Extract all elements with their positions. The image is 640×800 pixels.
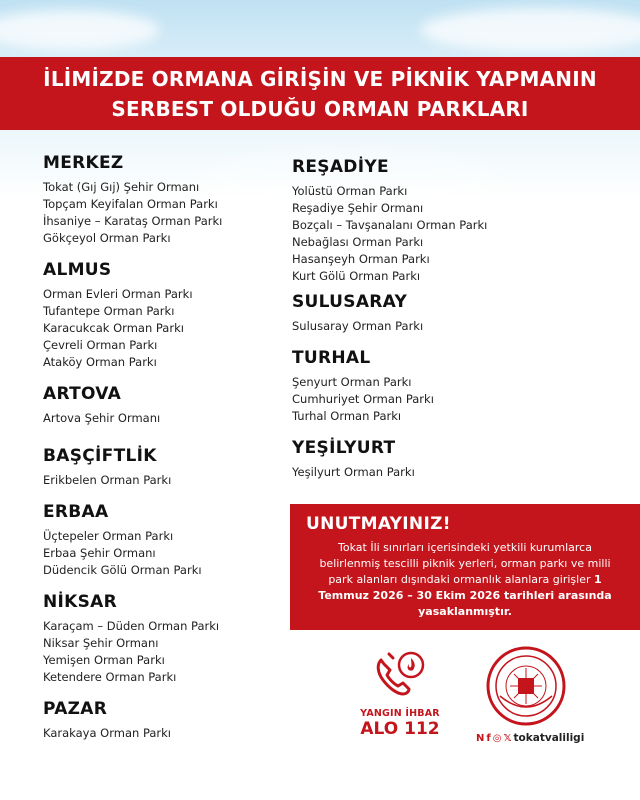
fire-label: YANGIN İHBAR bbox=[360, 708, 440, 719]
park-item: Artova Şehir Ormanı bbox=[43, 411, 161, 425]
park-item: Turhal Orman Parkı bbox=[292, 409, 402, 423]
park-item: Reşadiye Şehir Ormanı bbox=[292, 201, 424, 215]
district-title: PAZAR bbox=[43, 699, 108, 719]
district-title: SULUSARAY bbox=[292, 292, 408, 312]
left-district-column bbox=[43, 152, 283, 742]
district-turhal bbox=[292, 347, 622, 425]
park-item: Gökçeyol Orman Parkı bbox=[43, 231, 171, 245]
title-banner bbox=[0, 57, 640, 130]
park-item: Yolüstü Orman Parkı bbox=[292, 184, 408, 198]
district-erbaa bbox=[43, 501, 283, 579]
district-artova bbox=[43, 383, 283, 427]
park-item: Şenyurt Orman Parkı bbox=[292, 375, 412, 389]
x-icon: 𝕏 bbox=[503, 732, 512, 744]
district-title: ARTOVA bbox=[43, 384, 122, 404]
park-list bbox=[43, 286, 283, 371]
fire-phone-number: ALO 112 bbox=[360, 719, 440, 739]
park-item: Cumhuriyet Orman Parkı bbox=[292, 392, 434, 406]
park-item: Bozçalı – Tavşanalanı Orman Parkı bbox=[292, 218, 488, 232]
park-list bbox=[43, 725, 283, 742]
notice-title: UNUTMAYINIZ! bbox=[306, 514, 451, 534]
instagram-icon: ◎ bbox=[492, 732, 502, 744]
park-item: Çevreli Orman Parkı bbox=[43, 338, 158, 352]
district-title: REŞADİYE bbox=[292, 157, 389, 177]
park-item: Karakaya Orman Parkı bbox=[43, 726, 171, 740]
park-item: Erikbelen Orman Parkı bbox=[43, 473, 172, 487]
district-sulusaray bbox=[292, 291, 622, 335]
district-pazar bbox=[43, 698, 283, 742]
facebook-icon: f bbox=[486, 732, 491, 744]
district-title: MERKEZ bbox=[43, 153, 124, 173]
park-item: Düdencik Gölü Orman Parkı bbox=[43, 563, 202, 577]
park-list bbox=[292, 374, 622, 425]
park-list bbox=[292, 464, 622, 481]
title-line-1: İLİMİZDE ORMANA GİRİŞİN VE PİKNİK YAPMANIN bbox=[43, 66, 597, 91]
park-item: Üçtepeler Orman Parkı bbox=[43, 529, 174, 543]
district-bascitlik bbox=[43, 445, 283, 489]
notice-text bbox=[306, 540, 624, 620]
fire-hotline bbox=[360, 650, 440, 739]
cloud-decoration bbox=[0, 10, 160, 50]
park-item: Kurt Gölü Orman Parkı bbox=[292, 269, 421, 283]
district-title: YEŞİLYURT bbox=[292, 438, 396, 458]
district-merkez bbox=[43, 152, 283, 247]
park-item: Hasanşeyh Orman Parkı bbox=[292, 252, 430, 266]
park-item: İhsaniye – Karataş Orman Parkı bbox=[43, 214, 223, 228]
district-title: BAŞÇİFTLİK bbox=[43, 446, 157, 466]
park-item: Ataköy Orman Parkı bbox=[43, 355, 157, 369]
park-item: Yemişen Orman Parkı bbox=[43, 653, 165, 667]
park-item: Karacukcak Orman Parkı bbox=[43, 321, 184, 335]
district-title: TURHAL bbox=[292, 348, 371, 368]
district-niksar bbox=[43, 591, 283, 686]
park-list bbox=[43, 528, 283, 579]
park-item: Ketendere Orman Parkı bbox=[43, 670, 177, 684]
park-list bbox=[292, 183, 622, 285]
park-list bbox=[43, 410, 283, 427]
district-resadiye bbox=[292, 156, 622, 285]
cloud-decoration bbox=[420, 8, 640, 52]
park-list bbox=[43, 179, 283, 247]
right-district-column bbox=[292, 156, 622, 481]
park-item: Nebağlası Orman Parkı bbox=[292, 235, 424, 249]
notice-body: Tokat İli sınırları içerisindeki yetkili kurumlarca belirlenmiş tescilli piknik yerleri, orman parkı ve milli park alanları dışındaki ormanlık alanlara girişler bbox=[319, 541, 611, 586]
park-list bbox=[43, 618, 283, 686]
park-item: Orman Evleri Orman Parkı bbox=[43, 287, 193, 301]
park-item: Sulusaray Orman Parkı bbox=[292, 319, 424, 333]
park-list bbox=[292, 318, 622, 335]
district-yesilyurt bbox=[292, 437, 622, 481]
district-almus bbox=[43, 259, 283, 371]
governorship-seal-logo bbox=[486, 646, 566, 726]
nsosyal-icon: N bbox=[476, 732, 485, 744]
district-title: ERBAA bbox=[43, 502, 109, 522]
title-line-2: SERBEST OLDUĞU ORMAN PARKLARI bbox=[111, 96, 529, 121]
social-handle-text: tokatvaliligi bbox=[513, 732, 585, 744]
park-item: Tokat (Gıj Gıj) Şehir Ormanı bbox=[43, 180, 200, 194]
park-item: Tufantepe Orman Parkı bbox=[43, 304, 175, 318]
social-handle bbox=[476, 732, 606, 744]
park-list bbox=[43, 472, 283, 489]
park-item: Erbaa Şehir Ormanı bbox=[43, 546, 156, 560]
notice-dates: 1 Temmuz 2026 – 30 Ekim 2026 tarihleri arasında yasaklanmıştır. bbox=[318, 573, 612, 618]
district-title: NİKSAR bbox=[43, 592, 118, 612]
phone-fire-icon bbox=[373, 650, 427, 700]
park-item: Yeşilyurt Orman Parkı bbox=[292, 465, 415, 479]
warning-notice-box bbox=[290, 504, 640, 630]
park-item: Niksar Şehir Ormanı bbox=[43, 636, 159, 650]
district-title: ALMUS bbox=[43, 260, 112, 280]
park-item: Topçam Keyifalan Orman Parkı bbox=[43, 197, 218, 211]
park-item: Karaçam – Düden Orman Parkı bbox=[43, 619, 220, 633]
